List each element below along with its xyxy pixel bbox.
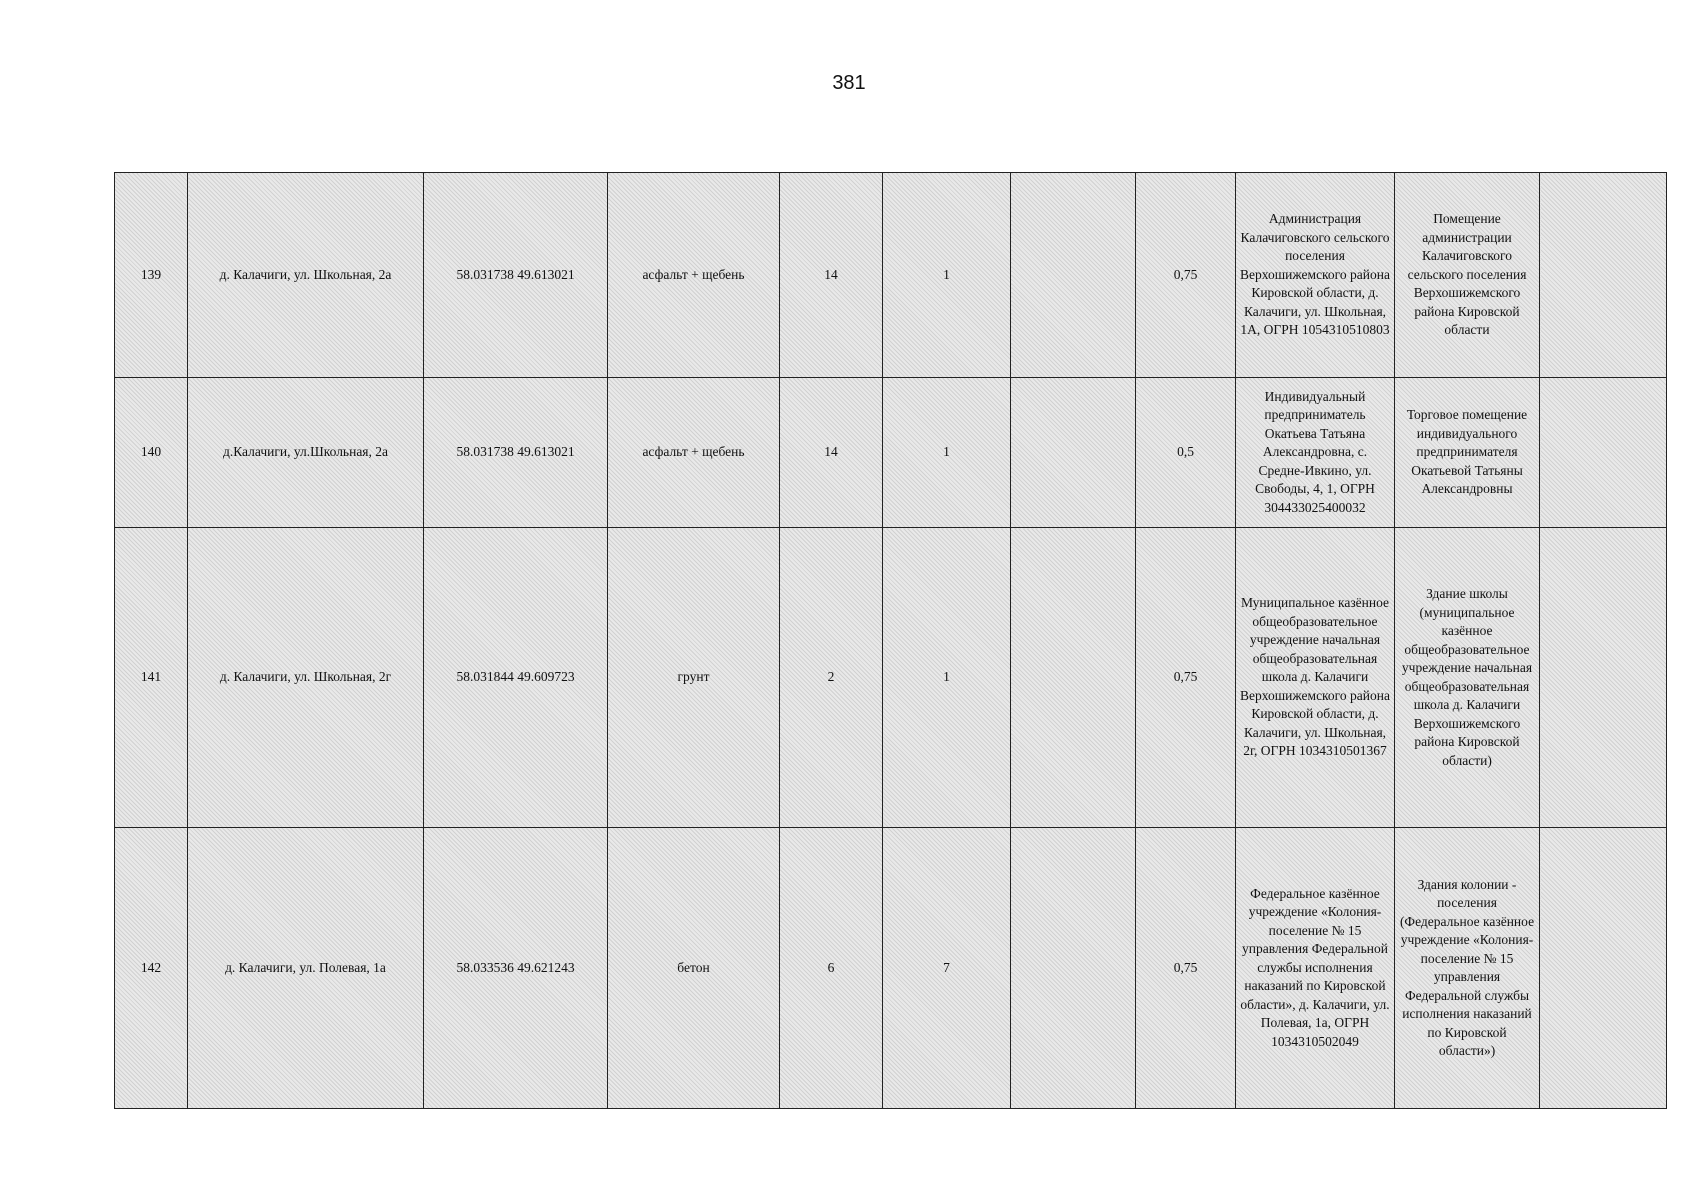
area-cell: 6 [780,828,883,1109]
empty-cell [1540,828,1667,1109]
owner-cell: Индивидуальный предприниматель Окатьева Татьяна Александровна, с. Средне-Ивкино, ул. Свободы, 4, 1, ОГРН 304433025400032 [1236,378,1395,528]
empty-cell [1011,378,1136,528]
surface-cell: бетон [608,828,780,1109]
owner-cell: Федеральное казённое учреждение «Колония-поселение № 15 управления Федеральной службы исполнения наказаний по Кировской области», д. Калачиги, ул. Полевая, 1а, ОГРН 1034310502049 [1236,828,1395,1109]
containers-cell: 1 [883,378,1011,528]
page-number: 381 [832,72,866,94]
containers-cell: 1 [883,173,1011,378]
volume-cell: 0,75 [1136,528,1236,828]
source-cell: Здания колонии - поселения (Федеральное казённое учреждение «Колония-поселение № 15 управления Федеральной службы исполнения наказаний по Кировской области») [1395,828,1540,1109]
source-cell: Здание школы (муниципальное казённое общеобразовательное учреждение начальная общеобразовательная школа д. Калачиги Верхошижемского района Кировской области) [1395,528,1540,828]
empty-cell [1011,173,1136,378]
owner-cell: Муниципальное казённое общеобразовательное учреждение начальная общеобразовательная школа д. Калачиги Верхошижемского района Кировской области, д. Калачиги, ул. Школьная, 2г, ОГРН 1034310501367 [1236,528,1395,828]
empty-cell [1540,528,1667,828]
area-cell: 14 [780,173,883,378]
empty-cell [1011,828,1136,1109]
empty-cell [1011,528,1136,828]
containers-cell: 7 [883,828,1011,1109]
row-number: 141 [115,528,188,828]
owner-cell: Администрация Калачиговского сельского поселения Верхошижемского района Кировской области, д. Калачиги, ул. Школьная, 1А, ОГРН 1054310510803 [1236,173,1395,378]
row-number: 142 [115,828,188,1109]
empty-cell [1540,173,1667,378]
coordinates-cell: 58.033536 49.621243 [424,828,608,1109]
address-cell: д.Калачиги, ул.Школьная, 2а [188,378,424,528]
table-row [115,173,1667,378]
area-cell: 14 [780,378,883,528]
table-row [115,378,1667,528]
surface-cell: асфальт + щебень [608,378,780,528]
address-cell: д. Калачиги, ул. Полевая, 1а [188,828,424,1109]
source-cell: Помещение администрации Калачиговского сельского поселения Верхошижемского района Кировской области [1395,173,1540,378]
table-row [115,528,1667,828]
coordinates-cell: 58.031844 49.609723 [424,528,608,828]
coordinates-cell: 58.031738 49.613021 [424,378,608,528]
waste-sites-table [114,172,1667,1109]
row-number: 140 [115,378,188,528]
surface-cell: грунт [608,528,780,828]
volume-cell: 0,75 [1136,173,1236,378]
area-cell: 2 [780,528,883,828]
coordinates-cell: 58.031738 49.613021 [424,173,608,378]
containers-cell: 1 [883,528,1011,828]
surface-cell: асфальт + щебень [608,173,780,378]
volume-cell: 0,5 [1136,378,1236,528]
empty-cell [1540,378,1667,528]
address-cell: д. Калачиги, ул. Школьная, 2а [188,173,424,378]
row-number: 139 [115,173,188,378]
volume-cell: 0,75 [1136,828,1236,1109]
table-row [115,828,1667,1109]
address-cell: д. Калачиги, ул. Школьная, 2г [188,528,424,828]
source-cell: Торговое помещение индивидуального предпринимателя Окатьевой Татьяны Александровны [1395,378,1540,528]
